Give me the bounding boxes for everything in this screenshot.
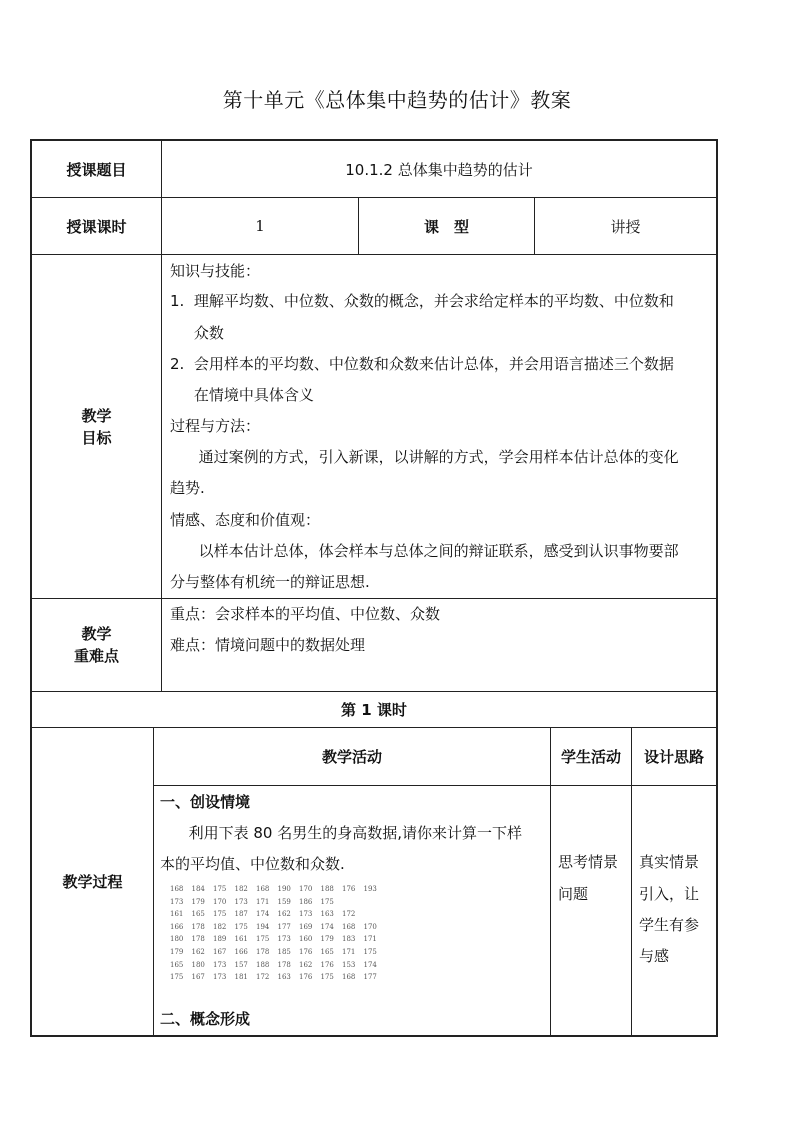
height-value: 157 [234, 960, 248, 969]
table-bottom-border [30, 1035, 718, 1037]
objective-line: 1. 理解平均数、中位数、众数的概念，并会求给定样本的平均数、中位数和 [170, 292, 674, 310]
height-data-row [170, 910, 385, 923]
objectives-label-line1: 教学 [81, 406, 112, 425]
objective-line: 情感、态度和价值观： [170, 511, 321, 529]
table-right-border [716, 139, 718, 1037]
height-value: 163 [320, 910, 334, 919]
height-value: 159 [277, 897, 291, 906]
keypoints-label-line2: 重难点 [73, 647, 119, 665]
hours-value: 1 [255, 217, 265, 235]
height-value: 184 [191, 885, 205, 893]
height-value: 176 [299, 947, 313, 956]
design-line: 与感 [639, 947, 670, 965]
height-value: 176 [299, 973, 313, 982]
height-value: 175 [363, 947, 377, 956]
header-student: 学生活动 [560, 748, 621, 766]
height-value: 173 [170, 897, 184, 906]
objective-line: 分与整体有机统一的辩证思想. [170, 573, 370, 591]
height-value: 165 [170, 960, 184, 969]
height-data-row [170, 961, 385, 974]
height-value: 176 [320, 960, 334, 969]
height-value: 168 [256, 885, 270, 893]
height-value: 179 [320, 935, 334, 944]
height-value: 171 [256, 897, 270, 906]
height-value: 182 [213, 922, 227, 931]
height-data-row [170, 885, 385, 898]
height-value: 160 [299, 935, 313, 944]
objective-line: 趋势. [170, 479, 205, 497]
objective-line: 过程与方法： [170, 417, 261, 435]
height-value: 185 [277, 947, 291, 956]
topic-value: 10.1.2 总体集中趋势的估计 [345, 160, 533, 179]
height-value: 175 [170, 973, 184, 982]
height-value: 172 [256, 973, 270, 982]
objective-line: 2. 会用样本的平均数、中位数和众数来估计总体，并会用语言描述三个数据 [170, 355, 674, 373]
height-value: 165 [320, 947, 334, 956]
height-value: 188 [256, 960, 270, 969]
height-value: 167 [213, 947, 227, 956]
height-value: 173 [213, 973, 227, 982]
height-value: 189 [213, 935, 227, 944]
height-value: 181 [234, 973, 248, 982]
section1-text: 利用下表 80 名男生的身高数据,请你来计算一下样 [160, 824, 523, 842]
height-data-row [170, 948, 385, 961]
section1-title: 一、创设情境 [160, 793, 251, 811]
objective-line: 通过案例的方式，引入新课，以讲解的方式，学会用样本估计总体的变化 [170, 448, 679, 466]
session-title: 第 1 课时 [341, 701, 407, 719]
height-value: 161 [234, 935, 248, 944]
topic-label: 授课题目 [66, 160, 127, 179]
height-data-row [170, 923, 385, 936]
header-design: 设计思路 [643, 748, 704, 766]
height-value: 176 [342, 885, 356, 893]
objective-line: 在情境中具体含义 [170, 386, 314, 404]
design-line: 学生有参 [639, 916, 700, 934]
height-value: 173 [234, 897, 248, 906]
student-activity-line: 问题 [558, 885, 589, 903]
height-value: 168 [342, 922, 356, 931]
height-value: 193 [363, 885, 377, 893]
height-value: 175 [213, 885, 227, 893]
height-data-table [170, 885, 385, 986]
objective-line: 知识与技能： [170, 262, 261, 280]
height-value: 177 [277, 922, 291, 931]
height-value: 174 [363, 960, 377, 969]
height-value: 187 [234, 910, 248, 919]
process-label: 教学过程 [62, 873, 123, 891]
height-value: 166 [170, 922, 184, 931]
objective-line: 以样本估计总体，体会样本与总体之间的辩证联系，感受到认识事物要部 [170, 542, 679, 560]
header-activity: 教学活动 [321, 748, 382, 766]
height-value: 180 [191, 960, 205, 969]
keypoint-line: 难点：情境问题中的数据处理 [170, 636, 366, 654]
height-value: 167 [191, 973, 205, 982]
height-value: 162 [277, 910, 291, 919]
height-value: 165 [191, 910, 205, 919]
height-value: 177 [363, 973, 377, 982]
height-value: 162 [191, 947, 205, 956]
height-value: 174 [320, 922, 334, 931]
objective-line: 众数 [170, 324, 224, 342]
height-data-row [170, 973, 385, 986]
height-value: 162 [299, 960, 313, 969]
height-value: 183 [342, 935, 356, 944]
student-activity-line: 思考情景 [558, 853, 619, 871]
height-value: 174 [256, 910, 270, 919]
objectives-label [32, 255, 161, 598]
height-value: 161 [170, 910, 184, 919]
height-value: 186 [299, 897, 313, 906]
height-value: 170 [213, 897, 227, 906]
height-value: 170 [363, 922, 377, 931]
height-value: 173 [277, 935, 291, 944]
design-line: 引入，让 [639, 885, 700, 903]
height-value: 173 [213, 960, 227, 969]
keypoints-label [32, 599, 161, 691]
height-value: 178 [191, 922, 205, 931]
height-value: 168 [170, 885, 184, 893]
height-value: 178 [277, 960, 291, 969]
height-value: 175 [256, 935, 270, 944]
height-value: 173 [299, 910, 313, 919]
height-value: 178 [191, 935, 205, 944]
page-title: 第十单元《总体集中趋势的估计》教案 [222, 88, 572, 112]
keypoints-label-line1: 教学 [81, 625, 112, 643]
height-value: 175 [320, 973, 334, 982]
height-value: 190 [277, 885, 291, 893]
section2-title: 二、概念形成 [160, 1010, 251, 1028]
objectives-label-line2: 目标 [81, 428, 112, 447]
design-line: 真实情景 [639, 853, 700, 871]
height-value: 179 [170, 947, 184, 956]
height-value: 153 [342, 960, 356, 969]
height-value: 171 [342, 947, 356, 956]
height-value: 179 [191, 897, 205, 906]
height-value: 166 [234, 947, 248, 956]
height-value: 180 [170, 935, 184, 944]
hours-label: 授课课时 [66, 217, 127, 236]
type-label: 课 型 [423, 217, 469, 236]
row-divider [153, 785, 718, 786]
height-value: 175 [234, 922, 248, 931]
height-value: 170 [299, 885, 313, 893]
height-value: 163 [277, 973, 291, 982]
height-data-row [170, 935, 385, 948]
height-data-row [170, 898, 385, 911]
keypoint-line: 重点：会求样本的平均值、中位数、众数 [170, 605, 441, 623]
height-value: 182 [234, 885, 248, 893]
type-value: 讲授 [610, 217, 641, 236]
height-value: 175 [320, 897, 334, 906]
height-value: 175 [213, 910, 227, 919]
height-value: 194 [256, 922, 270, 931]
height-value: 168 [342, 973, 356, 982]
height-value: 188 [320, 885, 334, 893]
height-value: 178 [256, 947, 270, 956]
height-value: 169 [299, 922, 313, 931]
height-value: 172 [342, 910, 356, 919]
height-value: 171 [363, 935, 377, 944]
section1-text: 本的平均值、中位数和众数. [160, 855, 345, 873]
